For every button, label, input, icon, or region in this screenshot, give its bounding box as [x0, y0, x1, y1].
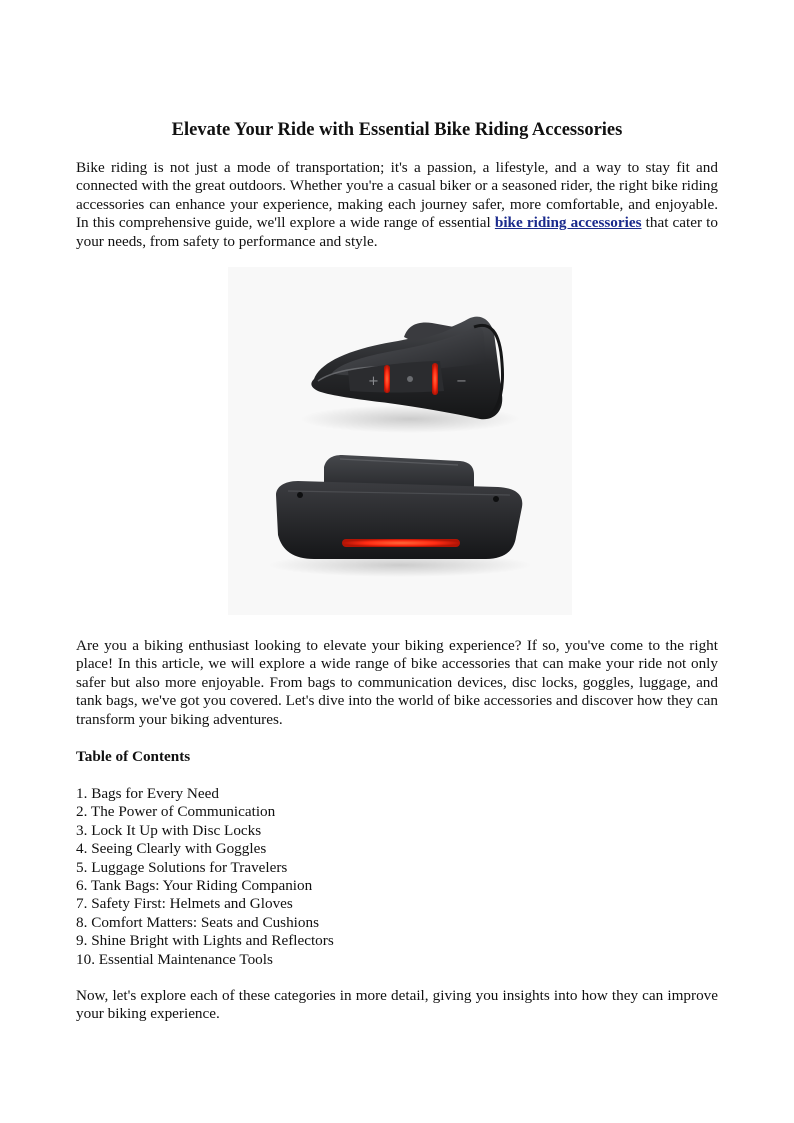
toc-item: 7. Safety First: Helmets and Gloves [76, 895, 293, 913]
intro-paragraph [76, 159, 718, 251]
mount-hole-right [493, 496, 499, 502]
table-of-contents [76, 785, 334, 969]
toc-item: 1. Bags for Every Need [76, 785, 219, 802]
helmet-communicator-image [228, 267, 572, 615]
toc-item: 3. Lock It Up with Disc Locks [76, 821, 262, 839]
toc-item: 6. Tank Bags: Your Riding Companion [76, 877, 313, 895]
bike-riding-accessories-link[interactable]: bike riding accessories [494, 214, 642, 232]
toc-item: 10. Essential Maintenance Tools [76, 950, 273, 968]
plus-button-label: + [368, 374, 379, 389]
toc-item: 8. Comfort Matters: Seats and Cushions [76, 913, 319, 931]
lead-paragraph: Are you a biking enthusiast looking to elevate your biking experience? If so, you've come to the right place! In this article, we will explore a wide range of bike accessories that can make your ride not only safer but also more enjoyable. From bags to communication devices, disc locks, goggles, luggage, and tank bags, we've got you covered. Let's dive into the world of bike accessories and discover how they can transform your biking adventures. [76, 637, 718, 728]
page-title: Elevate Your Ride with Essential Bike Riding Accessories [171, 120, 623, 140]
outro-paragraph: Now, let's explore each of these categories in more detail, giving you insights into how they can improve your biking experience. [76, 987, 718, 1023]
mount-hole-left [297, 492, 303, 498]
intro-text-after-link: that cater to your needs, from safety to performance and style. [76, 214, 718, 250]
base-light-bar [342, 539, 460, 547]
toc-item: 9. Shine Bright with Lights and Reflectors [76, 932, 334, 950]
toc-item: 2. The Power of Communication [76, 803, 276, 821]
minus-button-label: − [456, 374, 467, 389]
center-button-dot [407, 376, 413, 382]
toc-item: 4. Seeing Clearly with Goggles [76, 840, 267, 858]
led-strip-left [384, 365, 390, 393]
led-strip-right [432, 363, 438, 395]
toc-item: 5. Luggage Solutions for Travelers [76, 858, 288, 876]
intro-text-before-link: Bike riding is not just a mode of transportation; it's a passion, a lifestyle, and a way to stay fit and connected with the great outdoors. Whether you're a casual biker or a seasoned rider, the right bike riding accessories can enhance your experience, making each journey safer, more comfortable, and enjoyable. In this comprehensive guide, we'll explore a wide range of essential [76, 159, 718, 232]
toc-heading: Table of Contents [76, 748, 191, 765]
